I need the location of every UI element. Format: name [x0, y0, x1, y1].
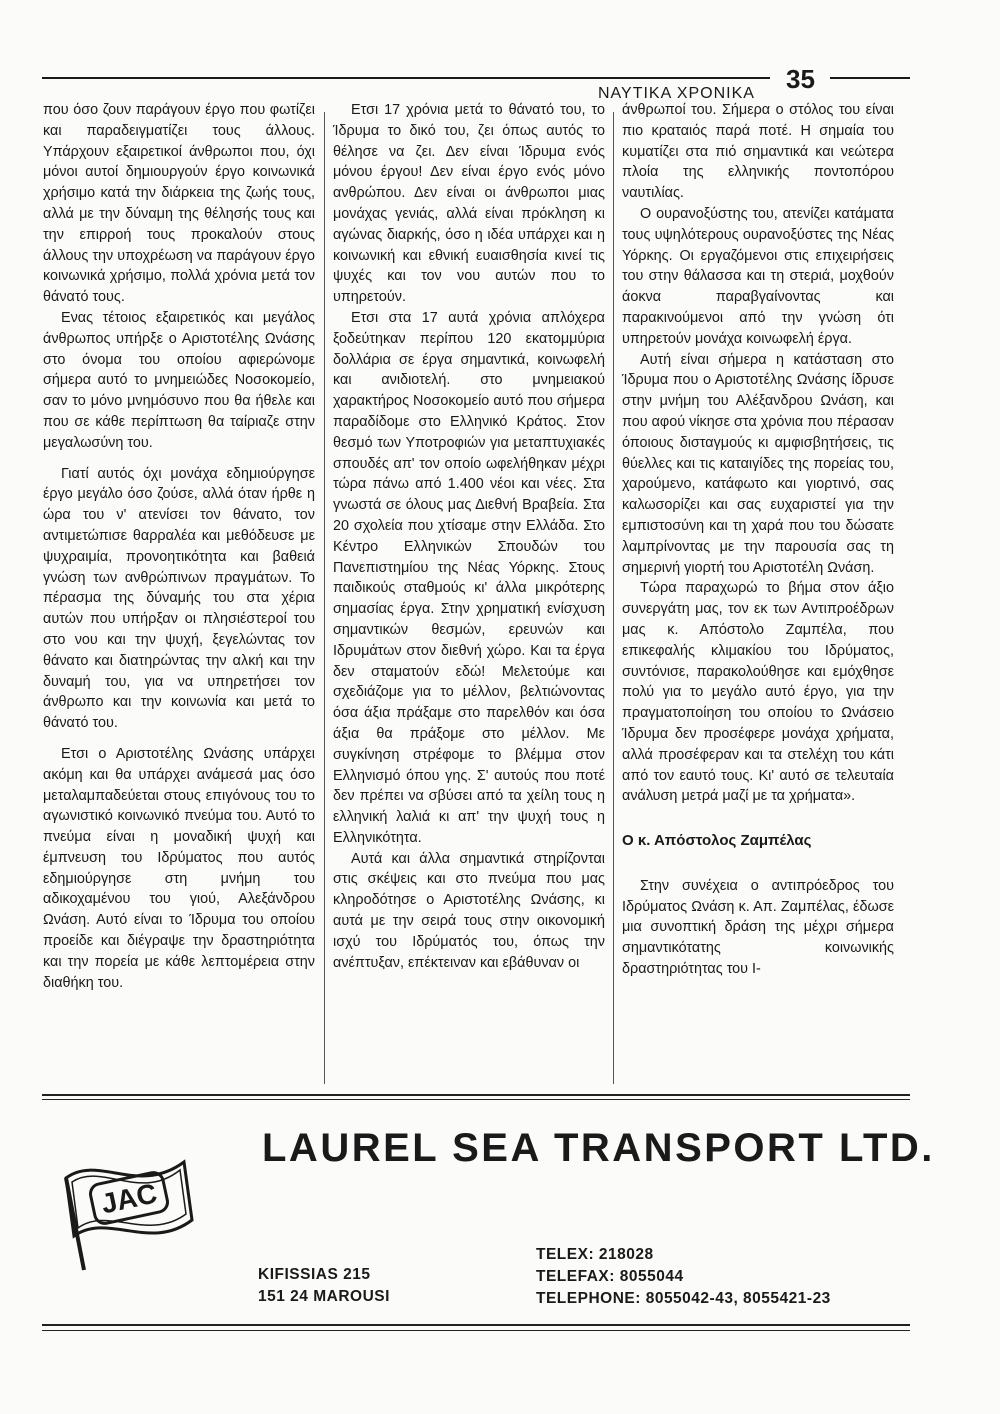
col3-paragraph-1: άνθρωποί του. Σήμερα ο στόλος του είναι πιο κραταιός παρά ποτέ. Η σημαία του κυματίζει στα πιό σημαντικά και νεώτερα πλοία της ελληνικής ποντοπόρου ναυτιλίας.: [622, 102, 894, 202]
col1-paragraph-4: Ετσι ο Αριστοτέλης Ωνάσης υπάρχει ακόμη και θα υπάρχει ανάμεσά μας όσο μεταλαμπαδεύεται στους επιγόνους του το αγωνιστικό κοινωνικό πνεύμα του. Αυτό το πνεύμα είναι η μοναδική ψυχή και έμπνευση του Ιδρύματος που αυτός εδημιούργησε στη μνήμη του αδικοχαμένου του γιού, Αλεξάνδρου Ωνάση. Αυτό είναι το Ίδρυμα του οποίου προείδε και διέγραψε την δραστηριότητα και την πορεία με κάθε λεπτομέρεια στην διαθήκη του.: [43, 745, 315, 991]
advert-rule-bottom: [42, 1324, 910, 1331]
col2-paragraph-1: Ετσι 17 χρόνια μετά το θάνατό του, το Ίδρυμα το δικό του, ζει όπως αυτός το θέλησε να ζει. Δεν είναι Ίδρυμα ενός μόνου έργου! Δεν είναι έργο ενός μόνο ανθρώπου. Δεν είναι οι άνθρωποι μιας μονάχας γενιάς, αλλά είναι πρόκληση κι αγώνας διαρκής, όσο η ιδέα υπάρχει και η κοινωνική και εθνική ευαισθησία κινεί τις ψυχές και τον νου αυτών που το υπηρετούν.: [333, 102, 605, 306]
flag-pole: [66, 1178, 84, 1270]
column-1: [43, 100, 315, 993]
col3-paragraph-4: Τώρα παραχωρώ το βήμα στον άξιο συνεργάτη μας, τον εκ των Αντιπροέδρων μας κ. Απόστολο Ζαμπέλα, που επικεφαλής κλιμακίου του Ιδρύματος, συντόνισε, παρακολούθησε και εμόχθησε πολύ για το μεγάλο αυτό έργο, για την πραγματοποίηση του οποίου το Ωνάσειο Ίδρυμα δεν προσέφερε μονάχα χρήματα, αλλά προσέφεραν και τα στελέχη του κάτι από τον εαυτό τους. Κι' αυτό σε τελευταία ανάλυση μετρά μαζί με τα χρήματα».: [622, 580, 894, 805]
advert-address: [258, 1264, 390, 1308]
address-line-2: 151 24 MAROUSI: [258, 1288, 390, 1305]
col3-paragraph-5: Στην συνέχεια ο αντιπρόεδρος του Ιδρύματος Ωνάση κ. Απ. Ζαμπέλας, έδωσε μια συνοπτική δράση της μέχρι σήμερα σημαντικότατης κοινωνικής δραστηριότητας του Ι-: [622, 877, 894, 978]
column-divider-2: [613, 112, 614, 1084]
section-subhead: Ο κ. Απόστολος Ζαμπέλας: [622, 832, 812, 850]
telex-number: TELEX: 218028: [536, 1246, 654, 1263]
header-rule-right: [830, 77, 910, 79]
advert-rule-top: [42, 1094, 910, 1100]
column-divider-1: [324, 112, 325, 1084]
col3-paragraph-2: Ο ουρανοξύστης του, ατενίζει κατάματα τους υψηλότερους ουρανοξύστες της Νέας Υόρκης. Οι εργαζόμενοι στις επιχειρήσεις του στην θάλασσα και τη στεριά, μοχθούν άοκνα παραβγαίνοντας και παρακινούμενοι από την γνώση ότι υπηρετούν μονάχα κοινωφελή έργα.: [622, 205, 894, 347]
column-3: [622, 100, 894, 980]
advert-contacts: [536, 1244, 831, 1310]
header-rule-left: [42, 77, 770, 79]
telefax-number: TELEFAX: 8055044: [536, 1268, 684, 1285]
telephone-numbers: TELEPHONE: 8055042-43, 8055421-23: [536, 1290, 831, 1307]
advert-company-name: LAUREL SEA TRANSPORT LTD.: [262, 1126, 935, 1170]
running-head: ΝΑΥΤΙΚΑ ΧΡΟΝΙΚΑ: [598, 85, 755, 102]
jac-flag-logo: [58, 1124, 206, 1274]
page-number: 35: [786, 64, 815, 94]
col1-paragraph-2: Ενας τέτοιος εξαιρετικός και μεγάλος άνθρωπος υπήρξε ο Αριστοτέλης Ωνάσης στο όνομα του οποίου αφιερώνομε σήμερα αυτό το μνημειώδες Νοσοκομείο, σαν το μόνο μνημόσυνο που θα ήθελε και που σε κάθε περίπτωση θα ταίριαζε στην μεγαλωσύνη του.: [43, 309, 315, 451]
col1-paragraph-1: που όσο ζουν παράγουν έργο που φωτίζει και παραδειγματίζει τους άλλους. Υπάρχουν εξαιρετικοί άνθρωποι που, όχι μόνοι αυτοί δημιουργούν έργο κοινωνικά χρήσιμο κατά την διάρκεια της ζωής τους, αλλά με την δύναμη της θέλησής τους και την επιρροή τους προκαλούν στους άλλους την υποχρέωση να παράγουν έργο κοινωνικά χρήσιμο, πολλά χρόνια μετά τον θάνατό τους.: [43, 102, 315, 306]
column-2: [333, 100, 605, 973]
col3-paragraph-3: Αυτή είναι σήμερα η κατάσταση στο Ίδρυμα που ο Αριστοτέλης Ωνάσης ίδρυσε στην μνήμη του Αλέξανδρου Ωνάση, και που αφού νίκησε στα χρόνια που πέρασαν όποιους δισταγμούς κι αμφισβητήσεις, τις θύελλες και τις καταιγίδες της πορείας του, χαρούμενο, κατάφωτο και γιορτινό, σας καλωσορίζει και σας ευχαριστεί για την εμπιστοσύνη και τη χαρά που του δώσατε λαμπρίνοντας με την παρουσία σας τη σημερινή γιορτή του Αριστοτέλη Ωνάση.: [622, 351, 894, 576]
col2-paragraph-3: Αυτά και άλλα σημαντικά στηρίζονται στις σκέψεις και στο πνεύμα που μας κληροδότησε ο Αριστοτέλης Ωνάσης, κι αυτά με την σειρά τους στην οικονομική ισχύ του Ιδρύματός του, όπως την ανέπτυξαν, επέκτειναν και εβάθυναν οι: [333, 850, 605, 971]
address-line-1: KIFISSIAS 215: [258, 1266, 371, 1283]
logo-text: JAC: [98, 1177, 160, 1220]
col1-paragraph-3: Γιατί αυτός όχι μονάχα εδημιούργησε έργο μεγάλο όσο ζούσε, αλλά όταν ήρθε η ώρα του ν' ατενίσει τον θάνατο, τον αντιμετώπισε θαρραλέα και μεθόδευσε με ψυχραιμία, προνοητικότητα και βαθειά γνώση των ανθρώπινων πραγμάτων. Το πέρασμα της δύναμής του στα χέρια αυτών που υπήρξαν οι πλησιέστεροί του στο νου και την ψυχή, ξεγελώντας τον θάνατο και διατηρώντας την αλκή και την δυναμή του, για να υπηρετήσει τον άνθρωπο και την κοινωνία και μετά το θάνατό του.: [43, 465, 315, 732]
col2-paragraph-2: Ετσι στα 17 αυτά χρόνια απλόχερα ξοδεύτηκαν περίπου 120 εκατομμύρια δολλάρια σε έργα σημαντικά, κοινωφελή και ανιδιοτελή. στο μνημειακού χαρακτήρος Νοσοκομείο αυτό που σήμερα παραδίδομε στο Ελληνικό Κράτος. Στον θεσμό των Υποτροφιών για μεταπτυχιακές σπουδές απ' τον οποίο ωφελήθηκαν μέχρι τώρα πάνω από 1.400 νέοι και νέες. Στα γνωστά σε όλους μας Διεθνή Βραβεία. Στα 20 σχολεία που χτίσαμε στην Ελλάδα. Στο Κέντρο Ελληνικών Σπουδών του Πανεπιστημίου της Νέας Υόρκης. Στους παιδικούς σταθμούς κι' άλλα μικρότερης σημασίας έργα. Στην χρηματική ενίσχυση σημαντικών θεσμών, ερευνών και Ιδρυμάτων στον διεθνή χώρο. Και τα έργα δεν σταματούν εδώ! Μελετούμε και σχεδιάζομε για το μέλλον, βελτιώνοντας όσα άξια πράξαμε στο παρελθόν και όσα άξια θα πράξομε στο μέλλον. Με συγκίνηση στρέφομε το βλέμμα στον Ελληνισμό όπου γης. Σ' αυτούς που ποτέ δεν πρέπει να σβύσει από τα χείλη τους η ελληνική λαλιά κι απ' την ψυχή τους η Ελληνικότητα.: [333, 309, 605, 846]
